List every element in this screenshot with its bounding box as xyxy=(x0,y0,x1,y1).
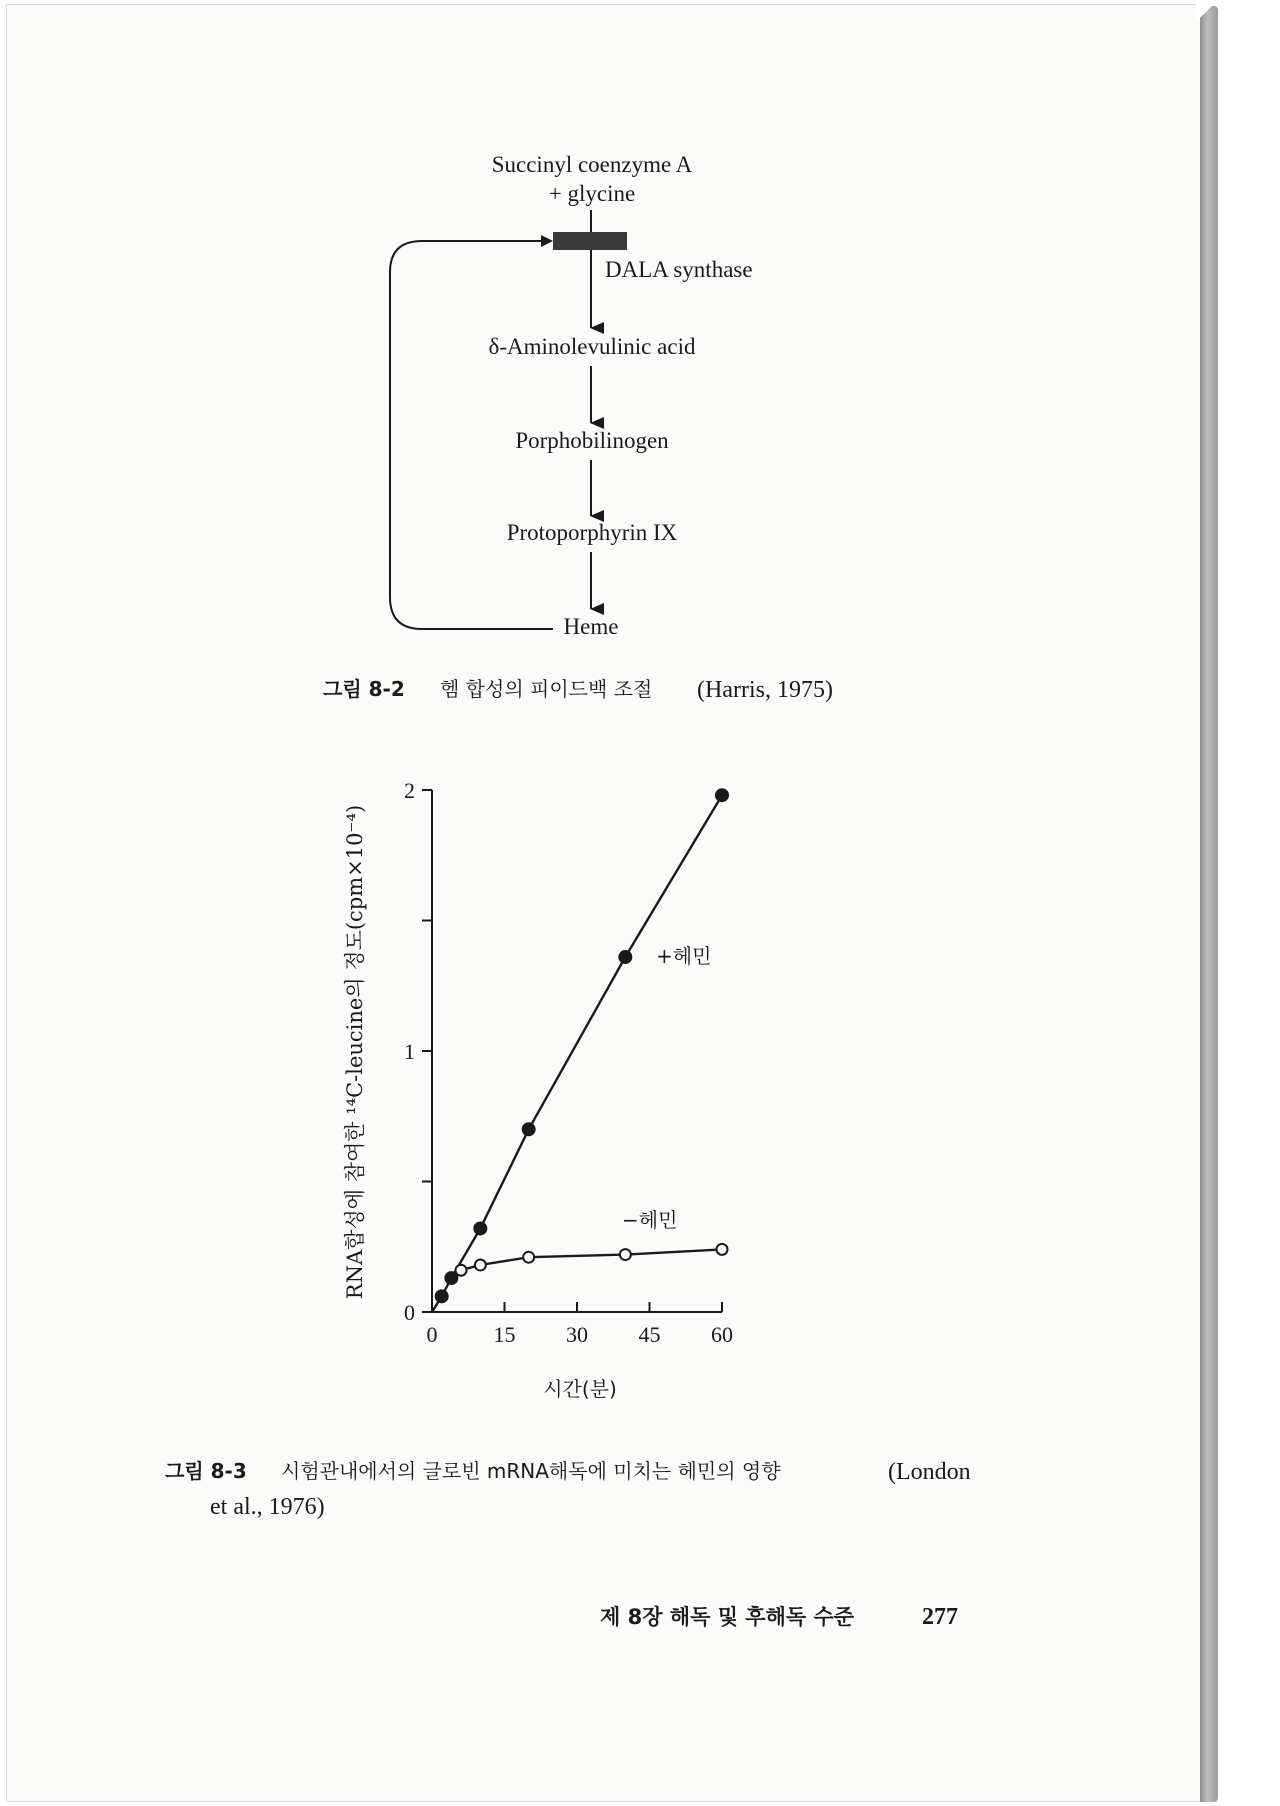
x-tick-label: 30 xyxy=(566,1322,588,1347)
data-point-plus-hemin xyxy=(474,1222,486,1234)
series-label-minus-hemin: −헤민 xyxy=(622,1208,678,1232)
x-tick-label: 15 xyxy=(493,1322,516,1347)
feedback-arrowhead xyxy=(541,235,553,247)
data-point-plus-hemin xyxy=(445,1272,457,1284)
porphobilinogen-label: Porphobilinogen xyxy=(515,428,669,453)
data-point-minus-hemin xyxy=(620,1249,631,1260)
y-tick-label: 1 xyxy=(404,1039,415,1064)
y-tick-label: 0 xyxy=(404,1300,415,1325)
substrate-label-1: Succinyl coenzyme A xyxy=(491,152,693,177)
x-axis-title: 시간(분) xyxy=(543,1377,617,1401)
protoporphyrin-label: Protoporphyrin IX xyxy=(506,520,678,545)
caption-text-8-2: 헴 합성의 피이드백 조절 xyxy=(440,677,653,701)
substrate-label-2: + glycine xyxy=(548,181,636,206)
ala-label: δ-Aminolevulinic acid xyxy=(488,334,696,359)
figure-8-2-caption xyxy=(323,677,833,703)
y-tick-label: 2 xyxy=(404,778,415,803)
x-tick-label: 0 xyxy=(426,1322,438,1347)
data-point-plus-hemin xyxy=(523,1123,535,1135)
data-point-minus-hemin xyxy=(456,1265,467,1276)
data-point-minus-hemin xyxy=(717,1244,728,1255)
enzyme-block-bar xyxy=(553,232,627,250)
x-tick-label: 60 xyxy=(711,1322,733,1347)
caption-text-8-3: 시험관내에서의 글로빈 mRNA해독에 미치는 헤민의 영향 xyxy=(281,1459,781,1483)
page-number: 277 xyxy=(922,1604,958,1630)
x-tick-label: 45 xyxy=(638,1322,661,1347)
data-point-plus-hemin xyxy=(716,789,728,801)
hemin-effect-chart xyxy=(343,778,733,1401)
data-point-minus-hemin xyxy=(475,1260,486,1271)
y-axis-title: RNA합성에 참여한 ¹⁴C-leucine의 정도(cpm×10⁻⁴) xyxy=(343,804,367,1300)
figure-8-3-caption xyxy=(165,1459,971,1520)
heme-pathway-diagram xyxy=(390,152,753,639)
series-line-plus-hemin xyxy=(432,795,722,1312)
caption-ref-8-3-line2: et al., 1976) xyxy=(210,1494,325,1520)
data-point-minus-hemin xyxy=(523,1252,534,1263)
caption-number-8-2: 그림 8-2 xyxy=(323,677,405,701)
series-label-plus-hemin: +헤민 xyxy=(656,944,712,968)
caption-ref-8-2: (Harris, 1975) xyxy=(697,677,833,703)
page-footer xyxy=(600,1604,958,1630)
data-point-plus-hemin xyxy=(436,1290,448,1302)
series-line-minus-hemin xyxy=(461,1249,722,1270)
caption-number-8-3: 그림 8-3 xyxy=(165,1459,247,1483)
heme-label: Heme xyxy=(563,614,619,639)
data-point-plus-hemin xyxy=(619,951,631,963)
caption-ref-8-3-line1: (London xyxy=(888,1459,971,1485)
enzyme-label: DALA synthase xyxy=(605,257,753,282)
chapter-title: 제 8장 해독 및 후해독 수준 xyxy=(600,1605,855,1629)
